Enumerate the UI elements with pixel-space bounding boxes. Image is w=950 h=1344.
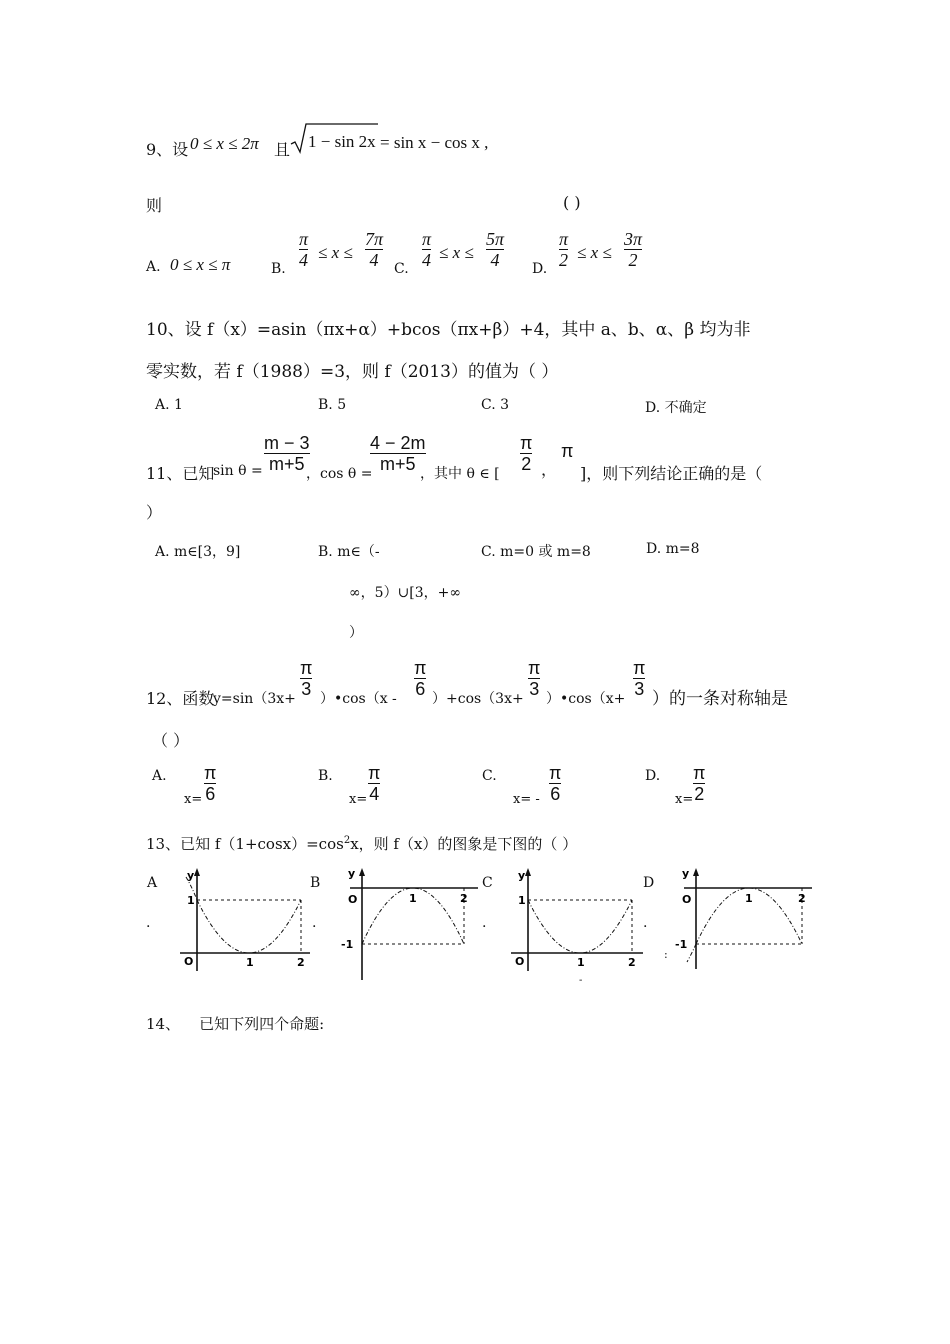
q9-c-upper-fraction: 5π 4 [486,229,505,270]
q11-option-d: D. m=8 [646,541,700,557]
q11-tail: ]，则下列结论正确的是（ [580,464,763,483]
q9-number: 9、设 [146,140,189,159]
q13-dot-c: . [482,915,487,931]
graph-c-x-2: 2 [628,956,636,969]
q12-option-a-x: x= [184,792,203,807]
graph-a-y-label: y [187,869,195,882]
graph-c [503,865,648,975]
q11-comma: ， [541,460,558,479]
q10-line-2: 零实数，若 f（1988）=3，则 f（2013）的值为（ ） [146,362,559,382]
q11-close-paren: ） [146,503,163,522]
q11-pi: π [561,441,574,461]
graph-a-origin: O [184,955,194,968]
q12-option-d-label: D. [645,768,661,784]
q14-text: 14、 已知下列四个命题: [146,1015,325,1033]
graph-d-tick-neg1: -1 [675,938,688,951]
q9-c-relation: ≤ x ≤ [439,243,474,262]
q11-option-b-line3: ） [349,625,363,641]
q11-prefix: 11、已知 [146,464,215,483]
graph-a [170,865,315,975]
q12-option-a-label: A. [152,768,167,784]
graph-b-x-1: 1 [409,892,417,905]
graph-b-tick-neg1: -1 [341,938,354,951]
q9-d-relation: ≤ x ≤ [577,243,612,262]
q12-option-b-x: x= [349,792,368,807]
q12-part-5: ）的一条对称轴是 [652,689,788,709]
graph-b-y-label: y [348,867,356,880]
q13-label-b: B [310,875,321,891]
q9-sqrt-body: 1 − sin 2x [308,132,376,151]
q12-option-c-fraction: π 6 [549,763,562,804]
q10-option-a: A. 1 [155,397,183,413]
q12-option-c-x: x= - [513,792,540,807]
q11-fraction-1: m − 3 m+5 [264,433,310,474]
q9-b-relation: ≤ x ≤ [318,243,353,262]
q13-dot-b: . [312,915,317,931]
graph-c-curve [528,900,632,953]
q9-then: 则 [146,196,163,215]
q13-label-a: A [147,875,158,891]
graph-b [338,865,483,985]
q11-mid: ，其中 θ ∈ [ [420,466,500,482]
graph-a-x-2: 2 [297,956,305,969]
graph-c-origin: O [515,955,525,968]
q12-part-4: ）•cos（x+ [546,691,626,707]
q9-b-upper-fraction: 7π 4 [365,229,384,270]
graph-a-tick-1: 1 [187,894,195,907]
graph-c-y-label: y [518,869,526,882]
graph-d-y-arrow [693,868,699,876]
q12-option-b-fraction: π 4 [368,763,381,804]
q9-condition: 0 ≤ x ≤ 2π [190,134,259,153]
graph-b-y-arrow [359,868,365,876]
q9-b-lower-fraction: π 4 [299,229,309,270]
q13-suffix: x，则 f（x）的图象是下图的（ ） [350,835,578,853]
q11-option-a: A. m∈[3，9] [155,544,241,560]
q9-d-lower-fraction: π 2 [559,229,569,270]
graph-a-x-1: 1 [246,956,254,969]
graph-d-origin: O [682,893,692,906]
q13-colon-mark: : [664,948,668,961]
q13-dot-a: . [146,915,151,931]
q12-part-1: y=sin（3x+ [213,691,296,707]
q13-prefix: 13、已知 f（1+cosx）=cos [146,835,344,853]
q13-dot-d: . [643,915,648,931]
q12-option-d-fraction: π 2 [693,763,706,804]
q12-option-c-label: C. [482,768,497,784]
q12-prefix: 12、函数 [146,689,215,708]
q12-part-3: ）+cos（3x+ [432,691,524,707]
q10-option-c: C. 3 [481,397,510,413]
graph-b-origin: O [348,893,358,906]
q10-option-d: D. 不确定 [645,400,707,416]
q9-option-a-expr: 0 ≤ x ≤ π [170,255,231,274]
q12-fraction-3: π 3 [528,658,541,699]
q12-fraction-1: π 3 [300,658,313,699]
q13-label-d: D [643,875,655,891]
q12-option-b-label: B. [318,768,333,784]
q10-option-b: B. 5 [318,397,347,413]
graph-b-x-2: 2 [460,892,468,905]
q9-option-d-label: D. [532,261,548,277]
graph-a-y-arrow [194,868,200,876]
graph-a-curve [197,900,301,953]
q11-option-b-line1: B. m∈（- [318,544,380,560]
q12-option-a-fraction: π 6 [204,763,217,804]
q11-fraction-2: 4 − 2m m+5 [370,433,426,474]
q9-option-c-label: C. [394,261,409,277]
q12-part-2: ）•cos（x - [320,691,397,707]
graph-d-x-2: 2 [798,892,806,905]
q11-sin: sin θ = [213,463,263,479]
graph-c-y-arrow [525,868,531,876]
q9-answer-paren: ( ) [563,193,581,212]
graph-d-curve-ext [687,944,696,962]
q9-option-a-label: A. [146,259,161,275]
graph-d-x-1: 1 [745,892,753,905]
q11-option-b-line2: ∞，5）∪[3，+∞ [349,585,462,601]
graph-c-x-1: 1 [577,956,585,969]
q12-fraction-4: π 3 [633,658,646,699]
q12-answer-paren: （ ） [152,731,190,750]
q13-prompt [146,833,577,854]
q11-fraction-3: π 2 [520,433,533,474]
q12-option-d-x: x= [675,792,694,807]
graph-d-y-label: y [682,867,690,880]
q9-option-b-label: B. [271,261,286,277]
q13-superscript: 2 [343,835,351,846]
q9-and: 且 [274,140,291,159]
q9-d-upper-fraction: 3π 2 [624,229,643,270]
q9-rhs: = sin x − cos x , [380,133,489,152]
q13-label-c: C [482,875,493,891]
q13-dash-mark: - [579,975,583,986]
graph-c-tick-1: 1 [518,894,526,907]
q12-fraction-2: π 6 [414,658,427,699]
q10-line-1: 10、设 f（x）=asin（πx+α）+bcos（πx+β）+4，其中 a、b、α、β 均为非 [146,320,751,340]
graph-d [672,865,817,975]
q9-c-lower-fraction: π 4 [422,229,432,270]
q11-cos: ，cos θ = [306,466,373,482]
q11-option-c: C. m=0 或 m=8 [481,544,591,560]
